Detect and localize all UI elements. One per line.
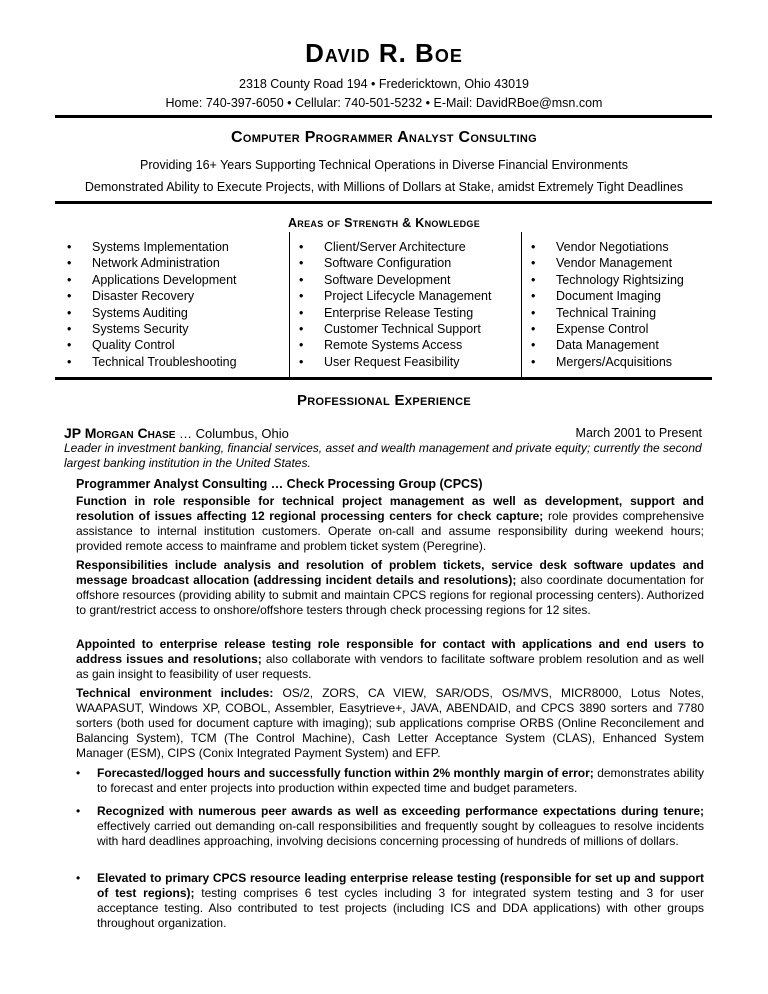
- paragraph-lead: Function in role responsible for technical project management as well as development, support and resolution of issues affecting 12 regional processing centers for check capture;: [76, 494, 704, 523]
- employment-dates: March 2001 to Present: [575, 426, 702, 440]
- skill-item: • Technical Training: [531, 305, 684, 321]
- skill-item: • Software Configuration: [299, 255, 491, 271]
- bullet-marker: •: [76, 766, 81, 780]
- professional-title: Computer Programmer Analyst Consulting: [231, 129, 537, 146]
- bullet-marker: •: [76, 804, 81, 818]
- technical-environment: [76, 686, 704, 761]
- responsibility-paragraph: [76, 494, 704, 554]
- achievement-item: [97, 871, 704, 931]
- achievement-text: demonstrates ability to forecast and enter projects into production within expected time and budget parameters.: [97, 766, 704, 795]
- skill-item: • Document Imaging: [531, 288, 684, 304]
- tagline-1: Providing 16+ Years Supporting Technical Operations in Diverse Financial Environments: [140, 158, 628, 172]
- paragraph-text: also collaborate with vendors to facilitate software problem resolution and as well as gain insight to feasibility of user requests.: [76, 652, 704, 681]
- paragraph-lead: Responsibilities include analysis and resolution of problem tickets, service desk software updates and message broadcast allocation (addressing incident details and resolutions);: [76, 558, 704, 587]
- skill-item: • Technical Troubleshooting: [67, 354, 237, 370]
- header-rule: [55, 115, 712, 118]
- skill-item: • Project Lifecycle Management: [299, 288, 491, 304]
- skill-item: • Systems Implementation: [67, 239, 237, 255]
- skill-item: • Mergers/Acquisitions: [531, 354, 684, 370]
- areas-rule: [55, 377, 712, 380]
- skill-item: • User Request Feasibility: [299, 354, 491, 370]
- responsibility-paragraph: [76, 637, 704, 682]
- paragraph-text: role provides comprehensive assistance to internal institution customers. Operate on-call and assume responsibility during weekend hours; provided remote access to mainframe and problem ticket system (Peregrine).: [76, 509, 704, 553]
- skill-item: • Vendor Negotiations: [531, 239, 684, 255]
- contact-line: Home: 740-397-6050 • Cellular: 740-501-5232 • E-Mail: DavidRBoe@msn.com: [165, 96, 603, 110]
- paragraph-text: OS/2, ZORS, CA VIEW, SAR/ODS, OS/MVS, MICR8000, Lotus Notes, WAAPASUT, Windows XP, COBOL, Assembler, Easytrieve+, JAVA, ABENDAID, and CPCS 3890 sorters and 7780 sorters (both used for document capture with imaging); sub applications comprise ORBS (Online Reconcilement and Balancing System), TCM (The Control Machine), Cash Letter Acceptance System (CLAS), Enhanced System Manager (ESM), CIPS (Conix Integrated Payment System) and EFP.: [76, 686, 704, 760]
- skill-item: • Software Development: [299, 272, 491, 288]
- job-role: Programmer Analyst Consulting … Check Processing Group (CPCS): [76, 477, 483, 491]
- areas-heading: Areas of Strength & Knowledge: [287, 216, 480, 230]
- achievement-item: [97, 766, 704, 796]
- column-divider: [521, 232, 522, 380]
- achievement-lead: Recognized with numerous peer awards as well as exceeding performance expectations during tenure;: [97, 804, 704, 818]
- skill-item: • Disaster Recovery: [67, 288, 237, 304]
- skill-item: • Enterprise Release Testing: [299, 305, 491, 321]
- bullet-marker: •: [76, 871, 81, 885]
- company-location: … Columbus, Ohio: [175, 426, 289, 441]
- paragraph-text: also coordinate documentation for offshore resources (providing ability to submit and maintain CPCS regions for regional processing centers). Authorized to grant/restrict access to onshore/offshore testers through check processing regions for 12 sites.: [76, 573, 704, 617]
- skill-item: • Expense Control: [531, 321, 684, 337]
- achievement-text: effectively carried out demanding on-call responsibilities and frequently sought by colleagues to resolve incidents with hard deadlines approaching, involving decisions concerning processing of hundreds of millions of dollars.: [97, 819, 704, 848]
- skill-item: • Remote Systems Access: [299, 337, 491, 353]
- areas-column-1: [67, 239, 237, 370]
- experience-heading: Professional Experience: [296, 392, 472, 409]
- candidate-name: David R. Boe: [305, 38, 463, 68]
- skill-item: • Quality Control: [67, 337, 237, 353]
- areas-column-3: [531, 239, 684, 370]
- paragraph-lead: Technical environment includes:: [76, 686, 274, 700]
- skill-item: • Client/Server Architecture: [299, 239, 491, 255]
- skill-item: • Customer Technical Support: [299, 321, 491, 337]
- skill-item: • Applications Development: [67, 272, 237, 288]
- column-divider: [289, 232, 290, 380]
- achievement-lead: Elevated to primary CPCS resource leading enterprise release testing (responsible for set up and support of test regions);: [97, 871, 704, 900]
- address-line: 2318 County Road 194 • Fredericktown, Ohio 43019: [239, 77, 529, 91]
- skill-item: • Data Management: [531, 337, 684, 353]
- paragraph-lead: Appointed to enterprise release testing role responsible for contact with applications and end users to address issues and resolutions;: [76, 637, 704, 666]
- tagline-2: Demonstrated Ability to Execute Projects, with Millions of Dollars at Stake, amidst Extremely Tight Deadlines: [84, 180, 684, 194]
- company-line: [64, 425, 289, 441]
- company-description: Leader in investment banking, financial services, asset and wealth management and private equity; currently the second largest banking institution in the United States.: [64, 441, 702, 470]
- achievement-text: testing comprises 6 test cycles including 3 for integrated system testing and 3 for user acceptance testing. Also contributed to test projects (including ICS and DDA applications) with other groups throughout organization.: [97, 886, 704, 930]
- responsibility-paragraph: [76, 558, 704, 618]
- title-rule: [55, 201, 712, 204]
- skill-item: • Network Administration: [67, 255, 237, 271]
- skill-item: • Technology Rightsizing: [531, 272, 684, 288]
- skill-item: • Vendor Management: [531, 255, 684, 271]
- achievement-lead: Forecasted/logged hours and successfully function within 2% monthly margin of error;: [97, 766, 594, 780]
- skill-item: • Systems Security: [67, 321, 237, 337]
- company-name: JP Morgan Chase: [64, 425, 176, 441]
- areas-column-2: [299, 239, 491, 370]
- skill-item: • Systems Auditing: [67, 305, 237, 321]
- achievement-item: [97, 804, 704, 849]
